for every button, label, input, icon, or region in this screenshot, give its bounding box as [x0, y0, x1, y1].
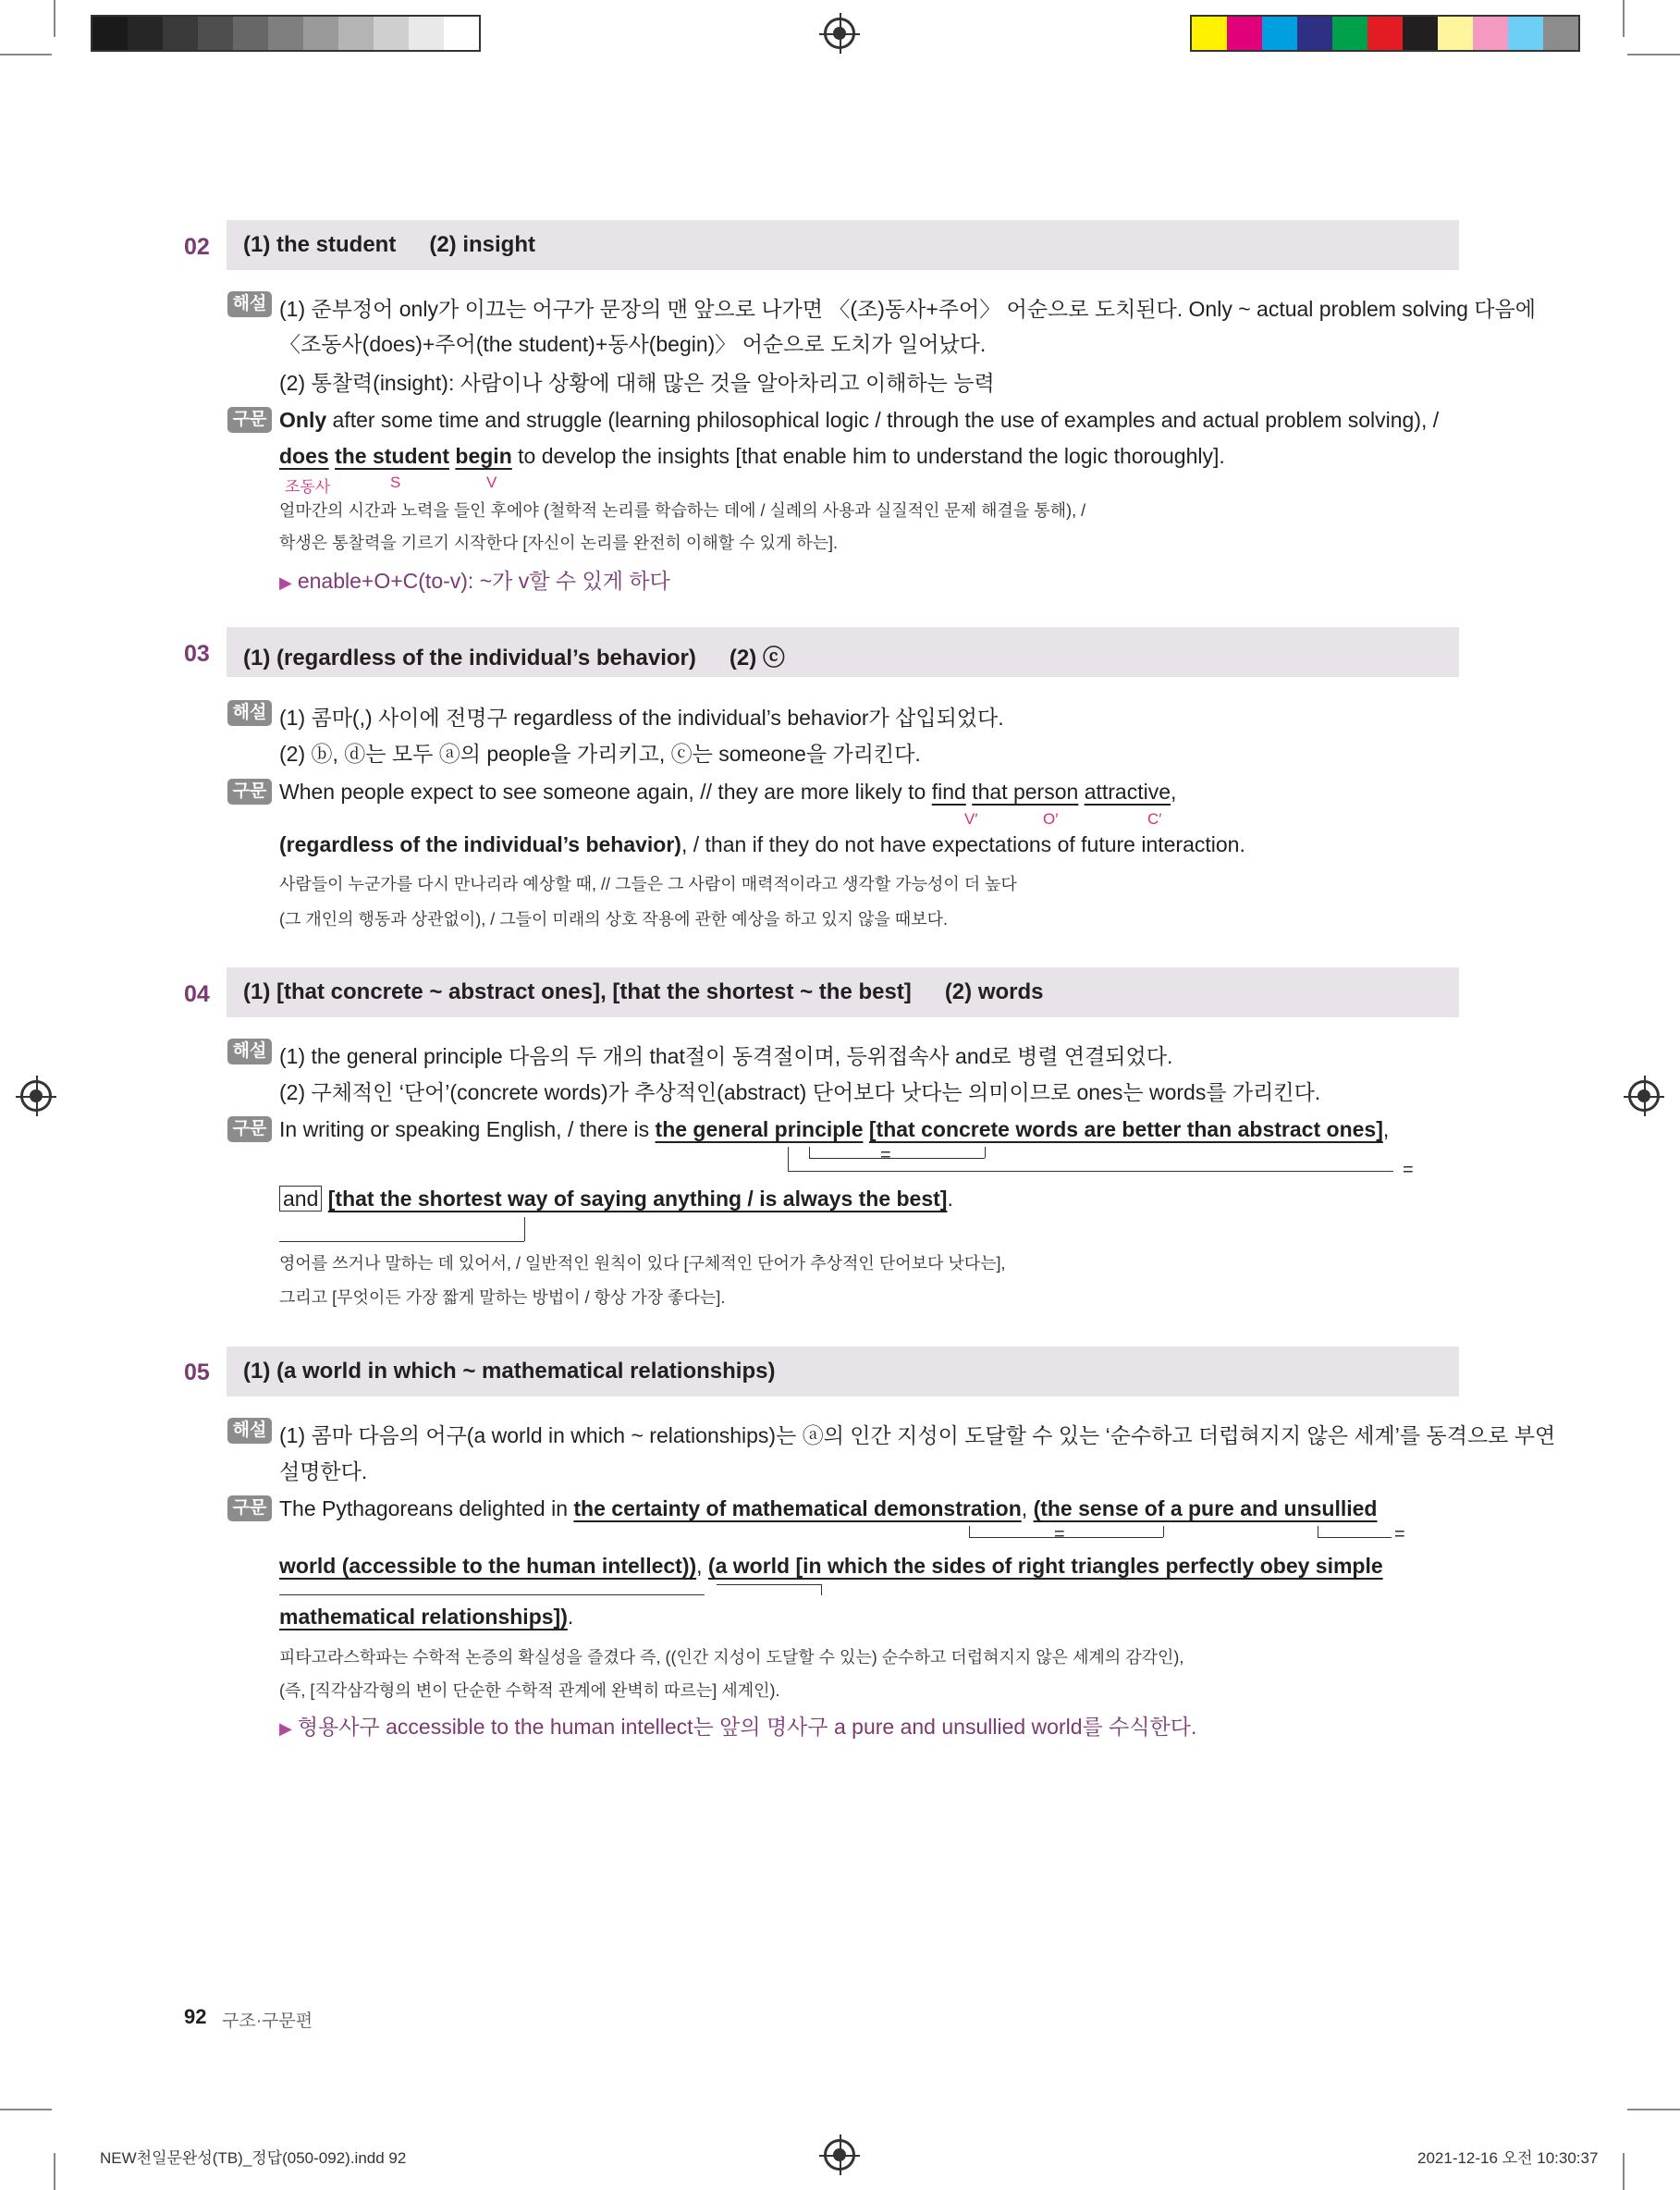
crop-mark	[1623, 0, 1625, 37]
answer-text: (1) the student (2) insight	[243, 232, 535, 257]
sentence-line: mathematical relationships]).	[279, 1605, 574, 1629]
translation-line: 피타고라스학파는 수학적 논증의 확실성을 즐겼다 즉, ((인간 지성이 도달할 수 있는) 순수하고 더럽혀지지 않은 세계의 감각인),	[279, 1648, 1184, 1667]
question-number: 03	[184, 641, 210, 667]
explanation-line: (2) 통찰력(insight): 사람이나 상황에 대해 많은 것을 알아차리고 이해하는 능력	[279, 371, 995, 395]
color-swatch	[1473, 17, 1508, 50]
explain-tag: 해설	[227, 700, 272, 726]
crop-mark	[1627, 54, 1680, 55]
color-swatch	[1297, 17, 1332, 50]
explanation-line: (1) 콤마(,) 사이에 전명구 regardless of the individual’s behavior가 삽입되었다.	[279, 706, 1004, 730]
color-swatch	[303, 17, 338, 50]
translation-line: (즉, [직각삼각형의 변이 단순한 수학적 관계에 완벽히 따르는] 세계인).	[279, 1681, 780, 1700]
gray-swatch-bar	[91, 15, 481, 52]
bracket-line	[821, 1584, 822, 1595]
syntax-tag: 구문	[227, 1495, 272, 1521]
color-swatch	[338, 17, 374, 50]
bracket-line	[717, 1584, 821, 1585]
answer-bar	[227, 627, 1459, 677]
translation-line: 그리고 [무엇이든 가장 짧게 말하는 방법이 / 항상 가장 좋다는].	[279, 1288, 726, 1307]
crop-mark	[0, 2109, 52, 2110]
registration-mark-icon	[824, 2139, 855, 2171]
syntax-tag: 구문	[227, 407, 272, 433]
question-number: 02	[184, 234, 210, 260]
color-swatch	[1332, 17, 1367, 50]
registration-mark-icon	[1628, 1080, 1660, 1112]
file-slug: NEW천일문완성(TB)_정답(050-092).indd 92	[100, 2149, 407, 2167]
page-number: 92	[184, 2005, 207, 2028]
answer-text: (1) (a world in which ~ mathematical relationships)	[243, 1359, 776, 1384]
color-swatch	[233, 17, 268, 50]
color-swatch	[163, 17, 198, 50]
bracket-line	[1318, 1537, 1392, 1538]
crop-mark	[0, 54, 52, 55]
color-swatch	[1438, 17, 1473, 50]
bracket-line	[969, 1537, 1163, 1538]
color-swatch	[1227, 17, 1262, 50]
answer-text: (1) [that concrete ~ abstract ones], [that the shortest ~ the best] (2) words	[243, 979, 1044, 1004]
bracket-line	[279, 1241, 524, 1242]
question-number: 04	[184, 981, 210, 1007]
explanation-line: (1) 준부정어 only가 이끄는 어구가 문장의 맨 앞으로 나가면 〈(조)동사+주어〉 어순으로 도치된다. Only ~ actual problem solving 다음에	[279, 297, 1536, 321]
bracket-line	[279, 1594, 705, 1595]
bracket-line	[809, 1158, 985, 1159]
section-label: 구조·구문편	[222, 2012, 313, 2031]
sentence-line: world (accessible to the human intellect)), (a world [in which the sides of right triangles perfectly obey simple	[279, 1554, 1383, 1578]
sentence-line: The Pythagoreans delighted in the certainty of mathematical demonstration, (the sense of a pure and unsullied	[279, 1496, 1378, 1520]
color-swatch	[92, 17, 128, 50]
bracket-line	[809, 1147, 810, 1158]
explain-tag: 해설	[227, 1418, 272, 1444]
color-swatch	[1367, 17, 1403, 50]
color-swatch	[1403, 17, 1438, 50]
answer-bar	[227, 220, 1459, 270]
grammar-label: V′	[964, 810, 978, 828]
grammar-label: V	[486, 474, 497, 491]
sentence-line: When people expect to see someone again, // they are more likely to find that person attractive,	[279, 780, 1177, 804]
date-slug: 2021-12-16 오전 10:30:37	[1417, 2149, 1599, 2167]
sentence-line: and [that the shortest way of saying anything / is always the best].	[279, 1187, 953, 1212]
bracket-line	[788, 1147, 789, 1171]
syntax-tag: 구문	[227, 1116, 272, 1142]
explanation-line: (2) 구체적인 ‘단어’(concrete words)가 추상적인(abstract) 단어보다 낫다는 의미이므로 ones는 words를 가리킨다.	[279, 1080, 1321, 1104]
triangle-icon: ▶	[279, 1719, 292, 1738]
translation-line: 학생은 통찰력을 기르기 시작한다 [자신이 논리를 완전히 이해할 수 있게 하는].	[279, 534, 839, 552]
sentence-line: In writing or speaking English, / there is the general principle [that concrete words are better than abstract ones],	[279, 1117, 1390, 1141]
crop-mark	[54, 0, 55, 37]
translation-line: 사람들이 누군가를 다시 만나리라 예상할 때, // 그들은 그 사람이 매력적이라고 생각할 가능성이 더 높다	[279, 875, 1017, 893]
explanation-line: (2) ⓑ, ⓓ는 모두 ⓐ의 people을 가리키고, ⓒ는 someone을 가리킨다.	[279, 742, 921, 766]
sentence-line: (regardless of the individual’s behavior), / than if they do not have expectations of future interaction.	[279, 832, 1245, 856]
sentence-line: Only after some time and struggle (learning philosophical logic / through the use of examples and actual problem solving), /	[279, 408, 1440, 432]
grammar-label: S	[390, 474, 401, 491]
grammar-label: 조동사	[285, 478, 331, 496]
bracket-line	[985, 1147, 986, 1158]
color-swatch	[268, 17, 303, 50]
answer-text: (1) (regardless of the individual’s behavior) (2) ⓒ	[243, 646, 785, 671]
grammar-label: O′	[1043, 810, 1059, 828]
grammar-note: ▶ 형용사구 accessible to the human intellect는 앞의 명사구 a pure and unsullied world를 수식한다.	[279, 1715, 1197, 1739]
equals-sign: =	[1394, 1524, 1405, 1544]
registration-mark-icon	[20, 1080, 52, 1112]
translation-line: 얼마간의 시간과 노력을 들인 후에야 (철학적 논리를 학습하는 데에 / 실례의 사용과 실질적인 문제 해결을 통해), /	[279, 501, 1086, 520]
color-swatch	[1508, 17, 1543, 50]
color-swatch	[374, 17, 409, 50]
color-swatch	[1192, 17, 1227, 50]
color-swatch	[444, 17, 479, 50]
equals-sign: =	[1403, 1160, 1414, 1180]
explain-tag: 해설	[227, 291, 272, 317]
bracket-line	[788, 1171, 1393, 1172]
explanation-line: (1) the general principle 다음의 두 개의 that절이 동격절이며, 등위접속사 and로 병렬 연결되었다.	[279, 1044, 1173, 1068]
syntax-tag: 구문	[227, 779, 272, 805]
grammar-label: C′	[1147, 810, 1162, 828]
explanation-line: (1) 콤마 다음의 어구(a world in which ~ relationships)는 ⓐ의 인간 지성이 도달할 수 있는 ‘순수하고 더럽혀지지 않은 세계’를 동격으로 부연	[279, 1423, 1556, 1447]
color-swatch	[1543, 17, 1578, 50]
color-swatch	[198, 17, 233, 50]
explanation-line: 〈조동사(does)+주어(the student)+동사(begin)〉 어순으로 도치가 일어났다.	[279, 332, 987, 356]
color-swatch	[1262, 17, 1297, 50]
color-swatch	[409, 17, 444, 50]
color-swatch	[128, 17, 163, 50]
registration-mark-icon	[824, 18, 855, 49]
triangle-icon: ▶	[279, 573, 292, 592]
translation-line: 영어를 쓰거나 말하는 데 있어서, / 일반적인 원칙이 있다 [구체적인 단어가 추상적인 단어보다 낫다는],	[279, 1254, 1006, 1273]
equals-sign: =	[1054, 1524, 1065, 1544]
bracket-line	[1163, 1526, 1164, 1537]
question-number: 05	[184, 1360, 210, 1385]
answer-bar	[227, 1347, 1459, 1396]
explain-tag: 해설	[227, 1039, 272, 1064]
translation-line: (그 개인의 행동과 상관없이), / 그들이 미래의 상호 작용에 관한 예상을 하고 있지 않을 때보다.	[279, 910, 948, 929]
color-swatch-bar	[1190, 15, 1580, 52]
explanation-line: 설명한다.	[279, 1459, 368, 1483]
grammar-note: ▶ enable+O+C(to-v): ~가 v할 수 있게 하다	[279, 569, 670, 593]
crop-mark	[54, 2153, 55, 2190]
bracket-line	[969, 1526, 970, 1537]
crop-mark	[1623, 2153, 1625, 2190]
bracket-line	[524, 1217, 525, 1241]
equals-sign: =	[880, 1145, 891, 1165]
answer-bar	[227, 967, 1459, 1017]
crop-mark	[1627, 2109, 1680, 2110]
sentence-line: does the student begin to develop the insights [that enable him to understand the logic thoroughly].	[279, 444, 1225, 468]
